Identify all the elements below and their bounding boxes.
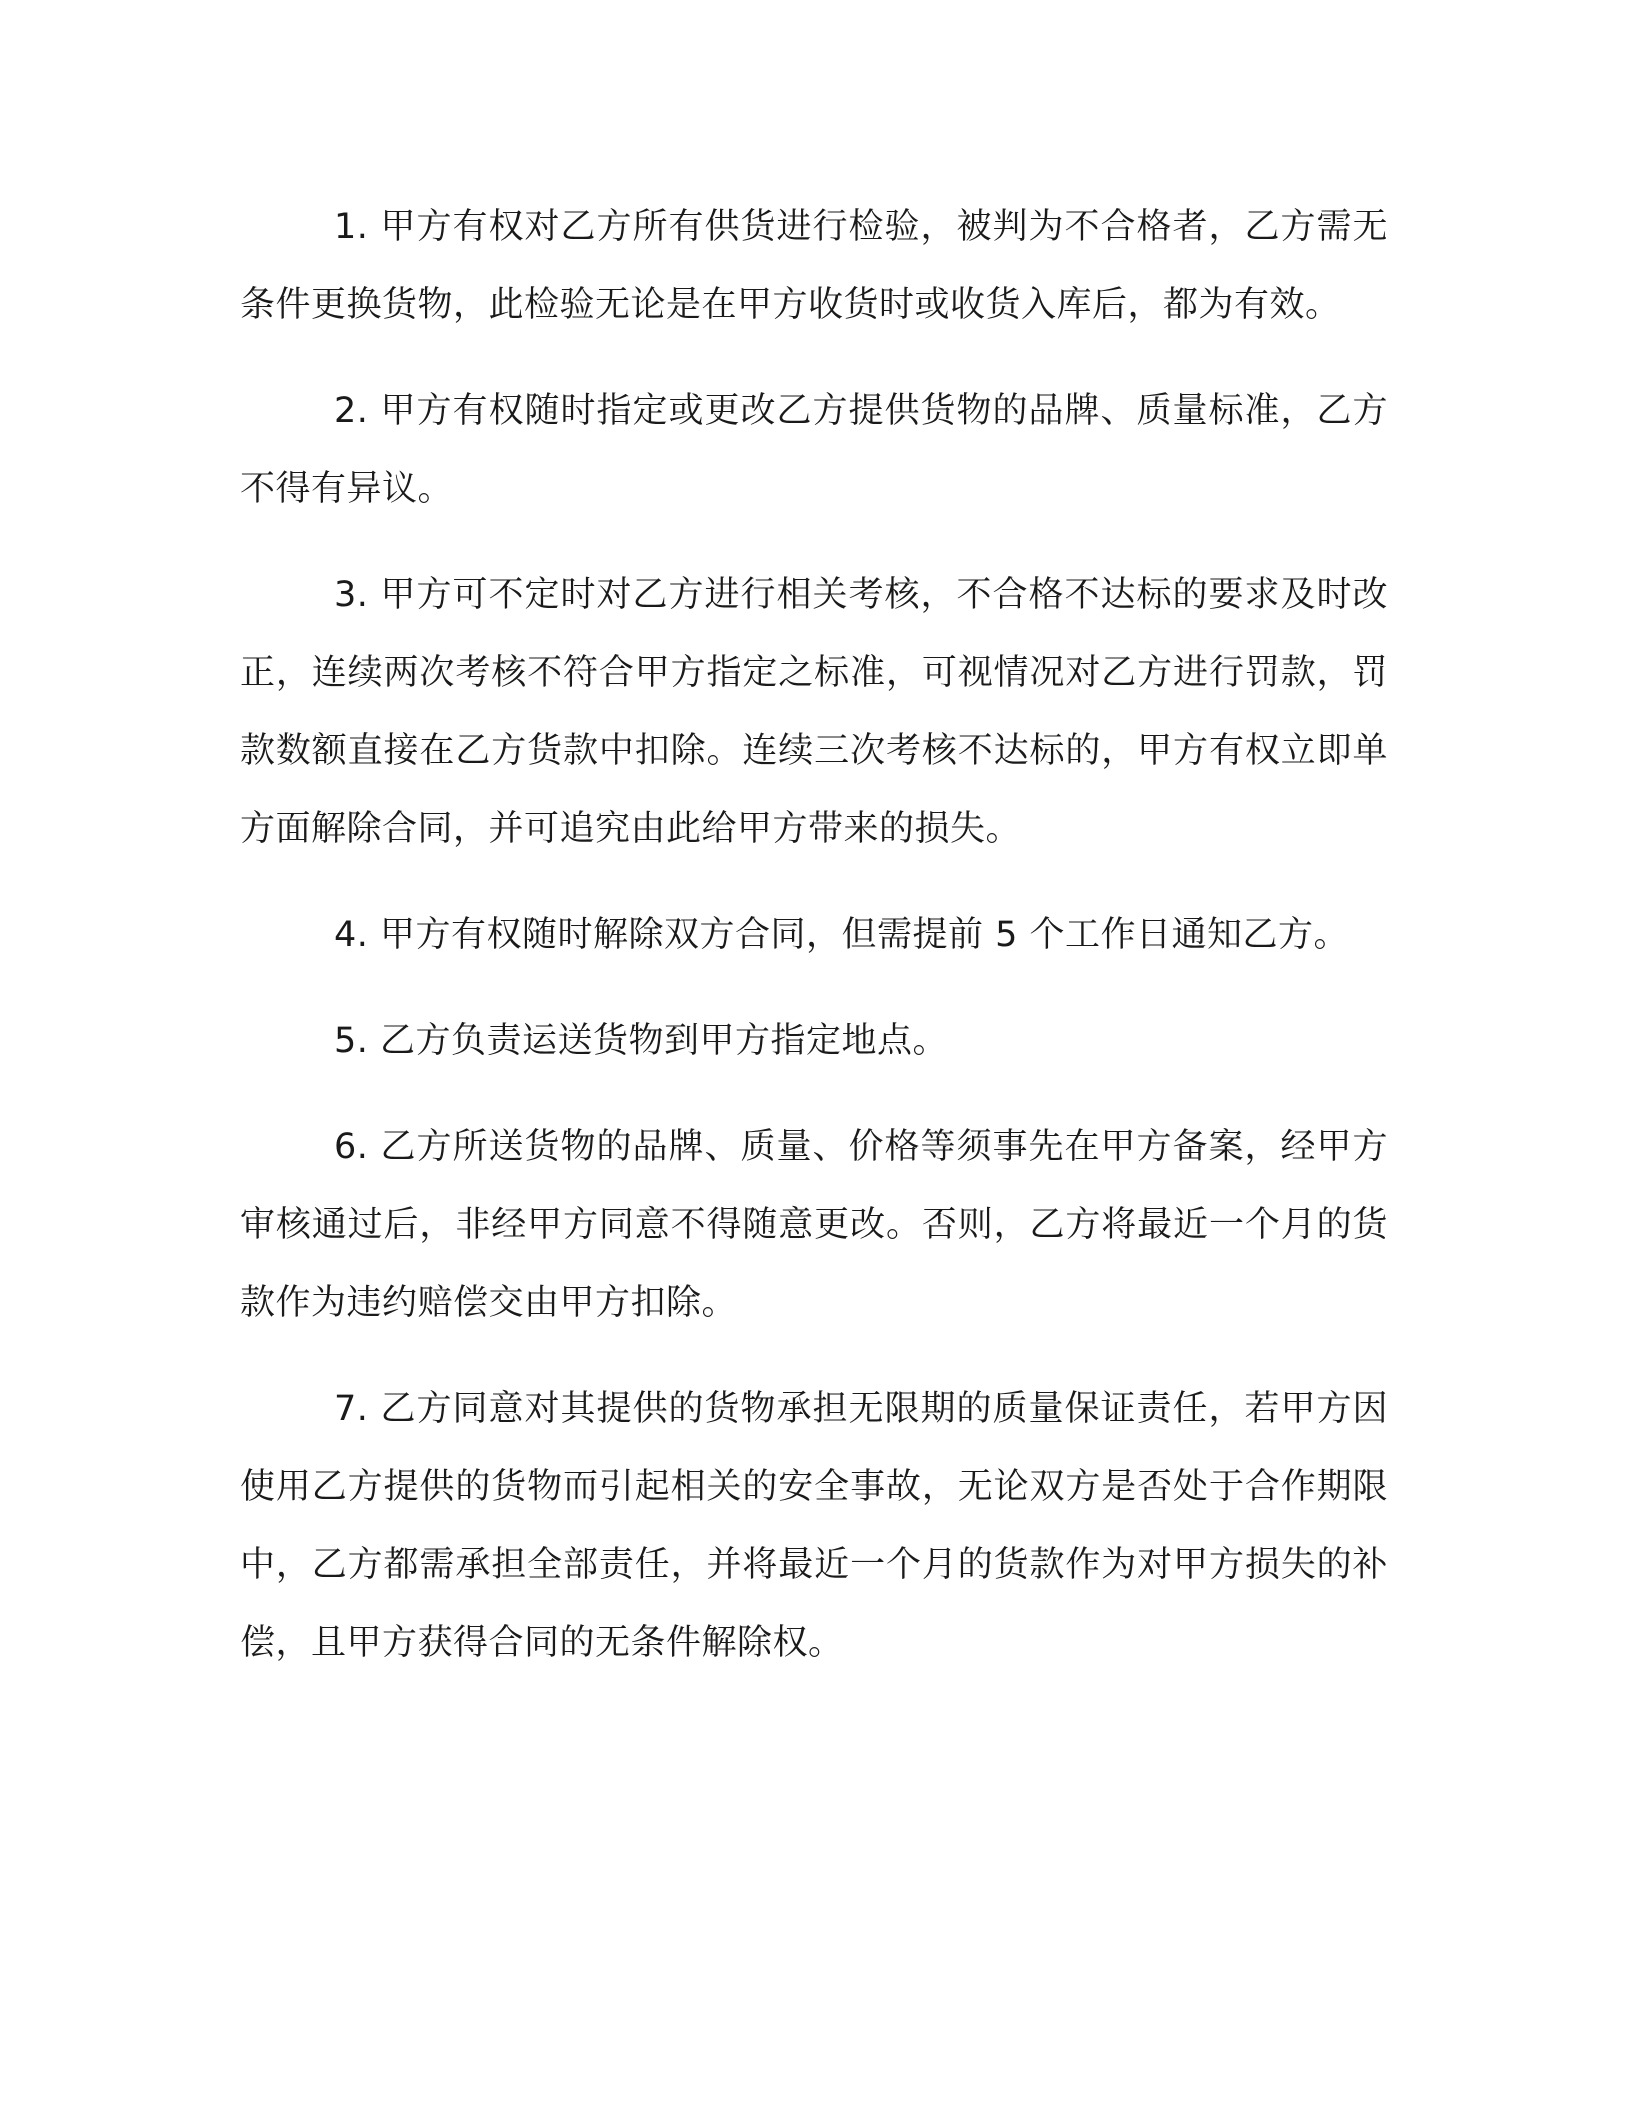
clause-4: 4. 甲方有权随时解除双方合同，但需提前 5 个工作日通知乙方。 [334, 915, 1350, 955]
clause-7: 7. 乙方同意对其提供的货物承担无限期的质量保证责任，若甲方因使用乙方提供的货物而引起相关的安全事故，无论双方是否处于合作期限中，乙方都需承担全部责任，并将最近一个月的货款作为对甲方损失的补偿，且甲方获得合同的无条件解除权。 [240, 1389, 1388, 1663]
clause-6: 6. 乙方所送货物的品牌、质量、价格等须事先在甲方备案，经甲方审核通过后，非经甲方同意不得随意更改。否则，乙方将最近一个月的货款作为违约赔偿交由甲方扣除。 [240, 1127, 1388, 1323]
clause-1: 1. 甲方有权对乙方所有供货进行检验，被判为不合格者，乙方需无条件更换货物，此检验无论是在甲方收货时或收货入库后，都为有效。 [240, 207, 1388, 325]
clause-2: 2. 甲方有权随时指定或更改乙方提供货物的品牌、质量标准，乙方不得有异议。 [240, 391, 1388, 509]
clause-list [240, 188, 1388, 1682]
clause-5: 5. 乙方负责运送货物到甲方指定地点。 [334, 1021, 949, 1061]
clause-3: 3. 甲方可不定时对乙方进行相关考核，不合格不达标的要求及时改正，连续两次考核不符合甲方指定之标准，可视情况对乙方进行罚款，罚款数额直接在乙方货款中扣除。连续三次考核不达标的，甲方有权立即单方面解除合同，并可追究由此给甲方带来的损失。 [240, 575, 1388, 849]
